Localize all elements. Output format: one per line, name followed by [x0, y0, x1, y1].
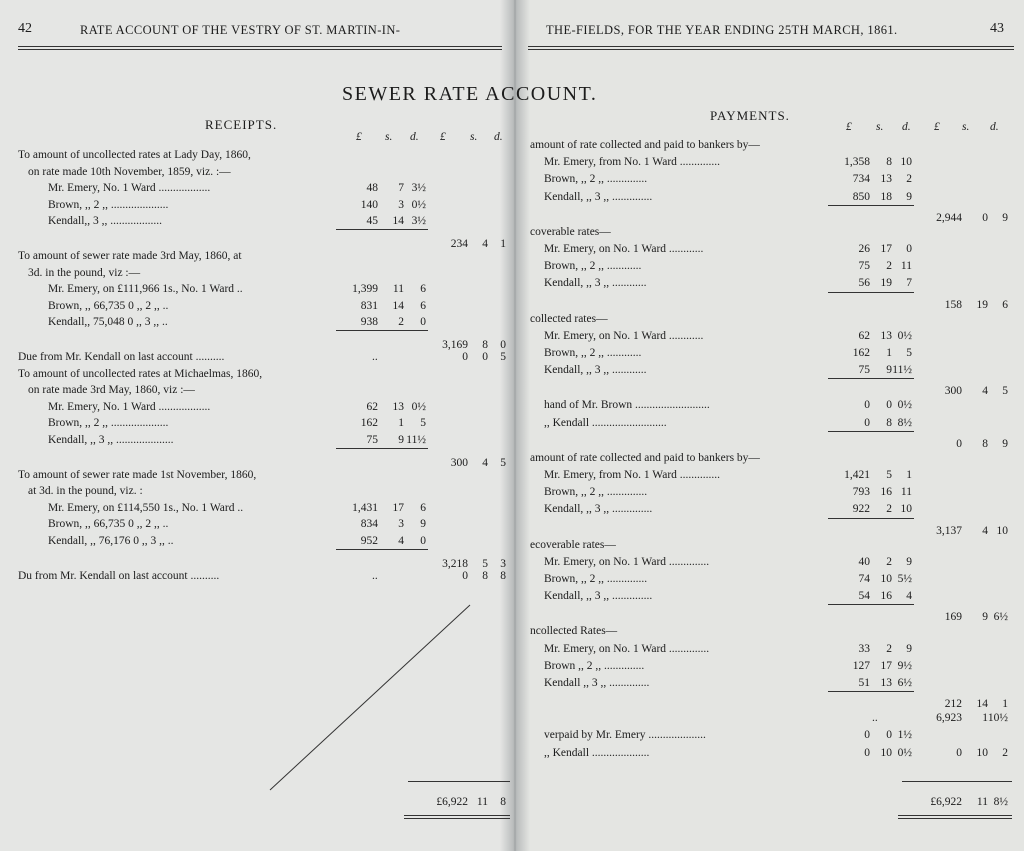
- receipts-inner-amount: 17: [392, 501, 404, 514]
- receipts-line-label: Due from Mr. Kendall on last account ..........: [18, 351, 225, 363]
- payments-inner-amount: 11: [900, 260, 912, 273]
- receipts-line-label: To amount of uncollected rates at Lady Day, 1860,: [18, 149, 251, 161]
- receipts-subtotal: 5: [482, 557, 488, 570]
- receipts-grand-total: 8: [500, 796, 506, 808]
- receipts-subtotal: 8: [482, 569, 488, 582]
- payments-inner-amount: 0: [886, 399, 892, 412]
- left-running-head: RATE ACCOUNT OF THE VESTRY OF ST. MARTIN-IN-: [80, 23, 401, 37]
- receipts-line-label: 3d. in the pound, viz :—: [28, 266, 141, 279]
- payments-inner-amount: 16: [880, 590, 892, 603]
- receipts-subtotal: 300: [450, 456, 468, 469]
- receipts-inner-amount: 3½: [411, 182, 426, 195]
- payments-line-label: Kendall, ,, 3 ,, ..............: [544, 503, 653, 516]
- receipts-line-label: Brown, ,, 66,735 0 ,, 2 ,, ..: [48, 518, 169, 531]
- payments-inner-amount: 2: [886, 642, 892, 655]
- receipts-subtotal: 0: [500, 339, 506, 351]
- payments-inner-amount: 0: [864, 399, 870, 412]
- payments-subtotal: 4: [982, 385, 988, 398]
- payments-subtotal: 6,923: [936, 712, 962, 725]
- payments-inner-amount: 5½: [897, 573, 912, 585]
- payments-subtotal: 9: [1002, 437, 1008, 450]
- receipts-inner-amount: 3: [398, 518, 404, 531]
- payments-subtotal: 9: [1002, 211, 1008, 224]
- receipts-line-label: Brown, ,, 2 ,, ....................: [48, 417, 169, 430]
- payments-inner-amount: 127: [852, 659, 870, 672]
- receipts-inner-amount: 0½: [411, 400, 426, 413]
- receipts-line-label: To amount of sewer rate made 1st November, 1860,: [18, 468, 257, 481]
- payments-inner-amount: 17: [880, 243, 892, 255]
- payments-inner-amount: 8: [886, 156, 892, 169]
- payments-inner-amount: 33: [858, 642, 870, 655]
- payments-inner-amount: 8½: [897, 416, 912, 429]
- payments-subtotal: 6: [1002, 298, 1008, 311]
- receipts-inner-amount: 4: [398, 535, 404, 547]
- payments-inner-amount: 10: [900, 503, 912, 516]
- payments-subtotal: 4: [982, 524, 988, 537]
- page-title: SEWER RATE ACCOUNT.: [342, 83, 598, 105]
- receipts-subtotal: 8: [482, 339, 488, 351]
- payments-inner-amount: 11½: [892, 364, 912, 377]
- receipts-line-label: Kendall, ,, 3 ,, ....................: [48, 434, 174, 446]
- payments-inner-amount: 0½: [897, 329, 912, 342]
- payments-line-label: ncollected Rates—: [530, 625, 618, 638]
- payments-grand-total: £6,922: [930, 796, 962, 808]
- payments-inner-amount: 51: [858, 677, 870, 689]
- payments-inner-amount: 10: [900, 156, 912, 169]
- receipts-subtotal: 4: [482, 238, 488, 250]
- payments-inner-amount: 2: [886, 503, 892, 516]
- payments-inner-amount: 1,358: [844, 156, 870, 169]
- receipts-inner-amount: 6: [420, 283, 426, 296]
- receipts-inner-amount: 6: [420, 501, 426, 514]
- receipts-inner-amount: 1,399: [352, 283, 378, 296]
- payments-line-label: hand of Mr. Brown ..........................: [544, 399, 710, 412]
- payments-inner-amount: 8: [886, 416, 892, 429]
- payments-inner-amount: 9: [906, 555, 912, 568]
- payments-unit-header: s.: [962, 121, 970, 133]
- receipts-inner-amount: 162: [360, 417, 378, 430]
- payments-inner-amount: 734: [852, 173, 870, 186]
- payments-inner-amount: 1½: [897, 729, 912, 742]
- receipts-heading: RECEIPTS.: [205, 117, 278, 132]
- payments-line-label: collected rates—: [530, 312, 608, 325]
- receipts-dots: ..: [372, 569, 378, 582]
- payments-inner-amount: 0: [906, 243, 912, 255]
- receipts-unit-header: s.: [470, 131, 478, 143]
- payments-line-label: Kendall, ,, 3 ,, ..............: [544, 590, 653, 603]
- payments-inner-amount: 922: [852, 503, 870, 516]
- receipts-inner-amount: 3: [398, 198, 404, 211]
- payments-line-label: Brown, ,, 2 ,, ..............: [544, 173, 648, 186]
- payments-inner-amount: 9: [906, 642, 912, 655]
- payments-inner-amount: 4: [906, 590, 912, 603]
- receipts-subtotal: 0: [482, 351, 488, 363]
- receipts-inner-amount: 5: [420, 417, 426, 430]
- receipts-line-label: Kendall, ,, 76,176 0 ,, 3 ,, ..: [48, 535, 174, 547]
- receipts-line-label: Brown, ,, 2 ,, ....................: [48, 198, 169, 211]
- receipts-inner-amount: 938: [360, 316, 378, 329]
- payments-heading: PAYMENTS.: [710, 108, 790, 123]
- payments-inner-amount: 7: [906, 277, 912, 290]
- payments-line-label: Mr. Emery, from No. 1 Ward ..............: [544, 469, 721, 481]
- payments-subtotal: 212: [944, 698, 962, 711]
- receipts-subtotal: 4: [482, 456, 488, 469]
- payments-inner-amount: 18: [880, 190, 892, 203]
- receipts-inner-amount: 2: [398, 316, 404, 329]
- payments-inner-amount: 9: [886, 364, 892, 377]
- payments-unit-header: £: [846, 121, 852, 133]
- payments-line-label: ecoverable rates—: [530, 538, 616, 551]
- payments-subtotal: 8: [982, 437, 988, 450]
- payments-subtotal: 9: [982, 611, 988, 624]
- payments-inner-amount: 2: [886, 260, 892, 273]
- payments-inner-amount: 1,421: [844, 469, 870, 481]
- right-page-number: 43: [990, 21, 1004, 36]
- payments-inner-amount: 75: [858, 260, 870, 273]
- payments-subtotal: 10½: [987, 712, 1008, 725]
- payments-subtotal: 169: [944, 611, 962, 624]
- receipts-grand-total: 11: [476, 796, 488, 808]
- payments-inner-amount: 0: [864, 746, 870, 759]
- receipts-unit-header: £: [356, 131, 362, 143]
- receipts-subtotal: 8: [500, 569, 506, 582]
- right-running-head: THE-FIELDS, FOR THE YEAR ENDING 25TH MARCH, 1861.: [546, 23, 898, 37]
- payments-subtotal: 5: [1002, 385, 1008, 398]
- payments-inner-amount: 0: [886, 729, 892, 742]
- payments-inner-amount: 6½: [897, 677, 912, 689]
- payments-inner-amount: 11: [900, 486, 912, 499]
- payments-line-label: Brown ,, 2 ,, ..............: [544, 659, 645, 672]
- receipts-line-label: To amount of sewer rate made 3rd May, 1860, at: [18, 250, 242, 262]
- payments-inner-amount: 13: [880, 173, 892, 186]
- payments-subtotal: 158: [944, 298, 962, 311]
- payments-inner-amount: 1: [886, 347, 892, 359]
- receipts-line-label: Brown, ,, 66,735 0 ,, 2 ,, ..: [48, 299, 169, 312]
- payments-inner-amount: 0½: [897, 746, 912, 759]
- payments-inner-amount: 13: [880, 329, 892, 342]
- receipts-line-label: Du from Mr. Kendall on last account ..........: [18, 569, 220, 582]
- receipts-inner-amount: 11½: [406, 434, 426, 446]
- receipts-line-label: Kendall,, 75,048 0 ,, 3 ,, ..: [48, 316, 168, 329]
- receipts-inner-amount: 7: [398, 182, 404, 195]
- left-page-number: 42: [18, 21, 32, 36]
- payments-line-label: Brown, ,, 2 ,, ..............: [544, 573, 648, 585]
- receipts-inner-amount: 9: [420, 518, 426, 531]
- payments-inner-amount: 5: [906, 347, 912, 359]
- payments-unit-header: d.: [902, 121, 911, 133]
- payments-subtotal: 10: [976, 746, 988, 759]
- receipts-inner-amount: 14: [392, 215, 404, 228]
- receipts-line-label: To amount of uncollected rates at Michaelmas, 1860,: [18, 367, 263, 380]
- payments-inner-amount: 17: [880, 659, 892, 672]
- payments-unit-header: s.: [876, 121, 884, 133]
- receipts-inner-amount: 14: [392, 299, 404, 312]
- receipts-inner-amount: 1,431: [352, 501, 378, 514]
- payments-subtotal: 1: [982, 712, 988, 725]
- receipts-inner-amount: 834: [360, 518, 378, 531]
- receipts-inner-amount: 140: [360, 198, 378, 211]
- receipts-inner-amount: 75: [366, 434, 378, 446]
- payments-inner-amount: 0: [864, 729, 870, 742]
- payments-line-label: ,, Kendall ..........................: [544, 416, 667, 429]
- receipts-subtotal: 3,169: [442, 339, 468, 351]
- payments-inner-amount: 10: [880, 746, 892, 759]
- payments-line-label: coverable rates—: [530, 225, 611, 238]
- payments-subtotal: 0: [982, 211, 988, 224]
- payments-inner-amount: 74: [858, 573, 870, 585]
- payments-inner-amount: 9½: [897, 659, 912, 672]
- receipts-dots: ..: [372, 351, 378, 363]
- payments-inner-amount: 26: [858, 243, 870, 255]
- receipts-inner-amount: 6: [420, 299, 426, 312]
- receipts-subtotal: 1: [500, 238, 506, 250]
- payments-subtotal: 14: [976, 698, 988, 711]
- payments-inner-amount: 1: [906, 469, 912, 481]
- payments-line-label: Kendall, ,, 3 ,, ..............: [544, 190, 653, 203]
- payments-subtotal: 3,137: [936, 524, 962, 537]
- receipts-line-label: on rate made 3rd May, 1860, viz :—: [28, 384, 195, 397]
- payments-inner-amount: 850: [852, 190, 870, 203]
- receipts-inner-amount: 45: [366, 215, 378, 228]
- payments-line-label: ..: [872, 712, 878, 725]
- payments-inner-amount: 5: [886, 469, 892, 481]
- payments-subtotal: 2,944: [936, 211, 962, 224]
- payments-inner-amount: 9: [906, 190, 912, 203]
- receipts-inner-amount: 9: [398, 434, 404, 446]
- payments-inner-amount: 162: [852, 347, 870, 359]
- payments-unit-header: £: [934, 121, 940, 133]
- payments-grand-total: 8½: [993, 796, 1008, 808]
- receipts-inner-amount: 0½: [411, 198, 426, 211]
- receipts-subtotal: 0: [462, 569, 468, 582]
- payments-line-label: Brown, ,, 2 ,, ..............: [544, 486, 648, 499]
- payments-inner-amount: 40: [858, 555, 870, 568]
- receipts-inner-amount: 13: [392, 400, 404, 413]
- payments-line-label: amount of rate collected and paid to bankers by—: [530, 451, 760, 464]
- payments-inner-amount: 0: [864, 416, 870, 429]
- payments-inner-amount: 2: [906, 173, 912, 186]
- payments-subtotal: 6½: [993, 611, 1008, 624]
- receipts-line-label: Mr. Emery, on £111,966 1s., No. 1 Ward ..: [48, 283, 243, 296]
- payments-line-label: Kendall, ,, 3 ,, ............: [544, 364, 647, 377]
- receipts-grand-total: £6,922: [436, 796, 468, 808]
- receipts-subtotal: 234: [450, 238, 468, 250]
- receipts-subtotal: 5: [500, 351, 506, 363]
- receipts-inner-amount: 831: [360, 299, 378, 312]
- receipts-line-label: Mr. Emery, on £114,550 1s., No. 1 Ward ..: [48, 501, 244, 514]
- receipts-subtotal: 3,218: [442, 557, 468, 570]
- payments-line-label: Brown, ,, 2 ,, ............: [544, 347, 642, 359]
- receipts-line-label: Mr. Emery, No. 1 Ward ..................: [48, 400, 211, 413]
- receipts-inner-amount: 952: [360, 535, 378, 547]
- receipts-line-label: on rate made 10th November, 1859, viz. :—: [28, 165, 231, 178]
- payments-inner-amount: 793: [852, 486, 870, 499]
- receipts-inner-amount: 0: [420, 316, 426, 329]
- payments-inner-amount: 19: [880, 277, 892, 290]
- payments-line-label: Kendall, ,, 3 ,, ............: [544, 277, 647, 290]
- payments-inner-amount: 56: [858, 277, 870, 290]
- payments-line-label: Mr. Emery, on No. 1 Ward ..............: [544, 642, 710, 655]
- payments-line-label: Mr. Emery, from No. 1 Ward ..............: [544, 156, 721, 169]
- receipts-inner-amount: 3½: [411, 215, 426, 228]
- payments-line-label: Mr. Emery, on No. 1 Ward ............: [544, 329, 704, 342]
- payments-subtotal: 0: [956, 746, 962, 759]
- payments-inner-amount: 62: [858, 329, 870, 342]
- payments-subtotal: 19: [976, 298, 988, 311]
- receipts-inner-amount: 11: [392, 283, 404, 296]
- payments-inner-amount: 0½: [897, 399, 912, 412]
- payments-line-label: verpaid by Mr. Emery ....................: [544, 729, 706, 742]
- receipts-line-label: Mr. Emery, No. 1 Ward ..................: [48, 182, 211, 195]
- receipts-inner-amount: 62: [366, 400, 378, 413]
- receipts-unit-header: d.: [494, 131, 503, 143]
- payments-line-label: Mr. Emery, on No. 1 Ward ............: [544, 243, 704, 255]
- receipts-line-label: at 3d. in the pound, viz. :: [28, 485, 143, 498]
- receipts-inner-amount: 1: [398, 417, 404, 430]
- payments-inner-amount: 10: [880, 573, 892, 585]
- receipts-unit-header: s.: [385, 131, 393, 143]
- receipts-subtotal: 5: [500, 456, 506, 469]
- payments-inner-amount: 2: [886, 555, 892, 568]
- payments-inner-amount: 54: [858, 590, 870, 603]
- payments-grand-total: 11: [976, 796, 988, 808]
- payments-subtotal: 10: [996, 524, 1008, 537]
- receipts-subtotal: 0: [462, 351, 468, 363]
- payments-line-label: ,, Kendall ....................: [544, 746, 650, 759]
- receipts-inner-amount: 0: [420, 535, 426, 547]
- payments-line-label: Brown, ,, 2 ,, ............: [544, 260, 642, 273]
- payments-subtotal: 0: [956, 437, 962, 450]
- payments-inner-amount: 75: [858, 364, 870, 377]
- payments-line-label: Kendall ,, 3 ,, ..............: [544, 677, 650, 689]
- receipts-line-label: Kendall,, 3 ,, ..................: [48, 215, 163, 228]
- payments-inner-amount: 16: [880, 486, 892, 499]
- payments-line-label: Mr. Emery, on No. 1 Ward ..............: [544, 555, 710, 568]
- receipts-subtotal: 3: [500, 557, 506, 570]
- payments-inner-amount: 13: [880, 677, 892, 689]
- payments-subtotal: 300: [944, 385, 962, 398]
- receipts-unit-header: d.: [410, 131, 419, 143]
- payments-subtotal: 1: [1002, 698, 1008, 711]
- receipts-unit-header: £: [440, 131, 446, 143]
- payments-line-label: amount of rate collected and paid to bankers by—: [530, 139, 760, 151]
- payments-unit-header: d.: [990, 121, 999, 133]
- receipts-inner-amount: 48: [366, 182, 378, 195]
- payments-subtotal: 2: [1002, 746, 1008, 759]
